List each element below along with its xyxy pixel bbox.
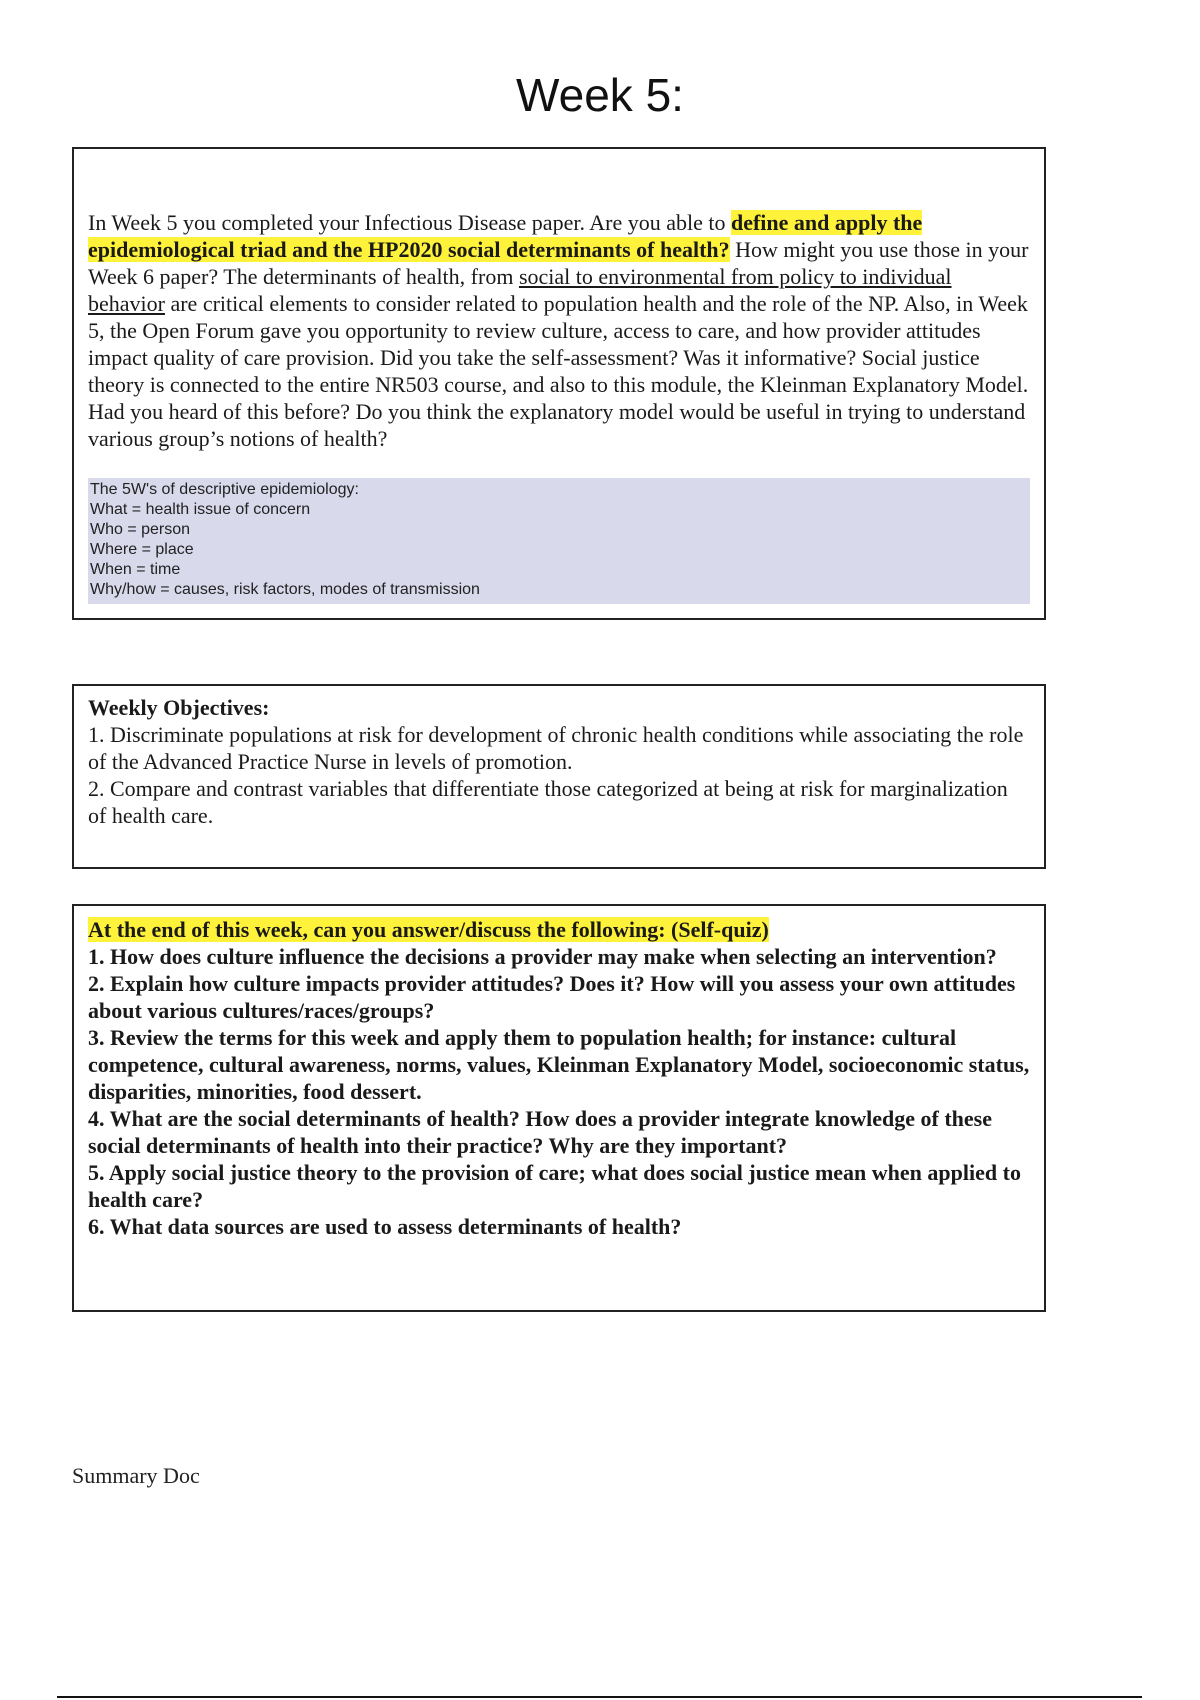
page-title: Week 5: [516, 69, 684, 121]
epi-heading: The 5W's of descriptive epidemiology: [90, 481, 359, 498]
intro-highlight: define and apply the epidemiological triad and the HP2020 social determinants of health? [88, 210, 923, 262]
intro-underlined: social to environmental from policy to individual behavior [88, 264, 952, 316]
epi-what: What = health issue of concern [90, 501, 311, 518]
quiz-question: 1. How does culture influence the decisions a provider may make when selecting an intervention? [88, 944, 997, 969]
quiz-question: 5. Apply social justice theory to the provision of care; what does social justice mean when applied to health care? [88, 1160, 1021, 1212]
objectives-box [72, 684, 1046, 869]
intro-box [72, 147, 1046, 620]
epi-when: When = time [90, 561, 181, 578]
quiz-question: 2. Explain how culture impacts provider attitudes? Does it? How will you assess your own attitudes about various cultures/races/groups? [88, 971, 1016, 1023]
quiz-question: 4. What are the social determinants of health? How does a provider integrate knowledge of these social determinants of health into their practice? Why are they important? [88, 1106, 992, 1158]
bottom-divider [57, 1696, 1142, 1698]
intro-text-3: are critical elements to consider related to population health and the role of the NP. Also, in Week 5, the Open Forum gave you opportunity to review culture, access to care, and how provider attitudes impact quality of care provision. Did you take the self-assessment? Was it informative? Social justice theory is connected to the entire NR503 course, and also to this module, the Kleinman Explanatory Model. Had you heard of this before? Do you think the explanatory model would be useful in trying to understand various group’s notions of health? [88, 291, 1029, 451]
objective-item: 1. Discriminate populations at risk for development of chronic health conditions while associating the role of the Advanced Practice Nurse in levels of promotion. [88, 722, 1024, 774]
self-quiz-box [72, 904, 1046, 1312]
intro-paragraph [88, 209, 1030, 452]
epi-who: Who = person [90, 521, 191, 538]
epi-where: Where = place [90, 541, 194, 558]
epidemiology-5ws-block [88, 478, 1030, 604]
quiz-question: 6. What data sources are used to assess determinants of health? [88, 1214, 682, 1239]
intro-text-2: How might you use those in your Week 6 paper? The determinants of health, from [88, 237, 1029, 289]
intro-text-1: In Week 5 you completed your Infectious Disease paper. Are you able to [88, 210, 731, 235]
footer-label: Summary Doc [72, 1463, 200, 1488]
self-quiz-heading: At the end of this week, can you answer/discuss the following: (Self-quiz) [88, 917, 769, 942]
quiz-question: 3. Review the terms for this week and apply them to population health; for instance: cultural competence, cultural awareness, norms, values, Kleinman Explanatory Model, socioeconomic status, disparities, minorities, food dessert. [88, 1025, 1030, 1104]
epi-why-how: Why/how = causes, risk factors, modes of transmission [90, 581, 480, 598]
objective-item: 2. Compare and contrast variables that differentiate those categorized at being at risk for marginalization of health care. [88, 776, 1008, 828]
objectives-heading: Weekly Objectives: [88, 695, 270, 720]
